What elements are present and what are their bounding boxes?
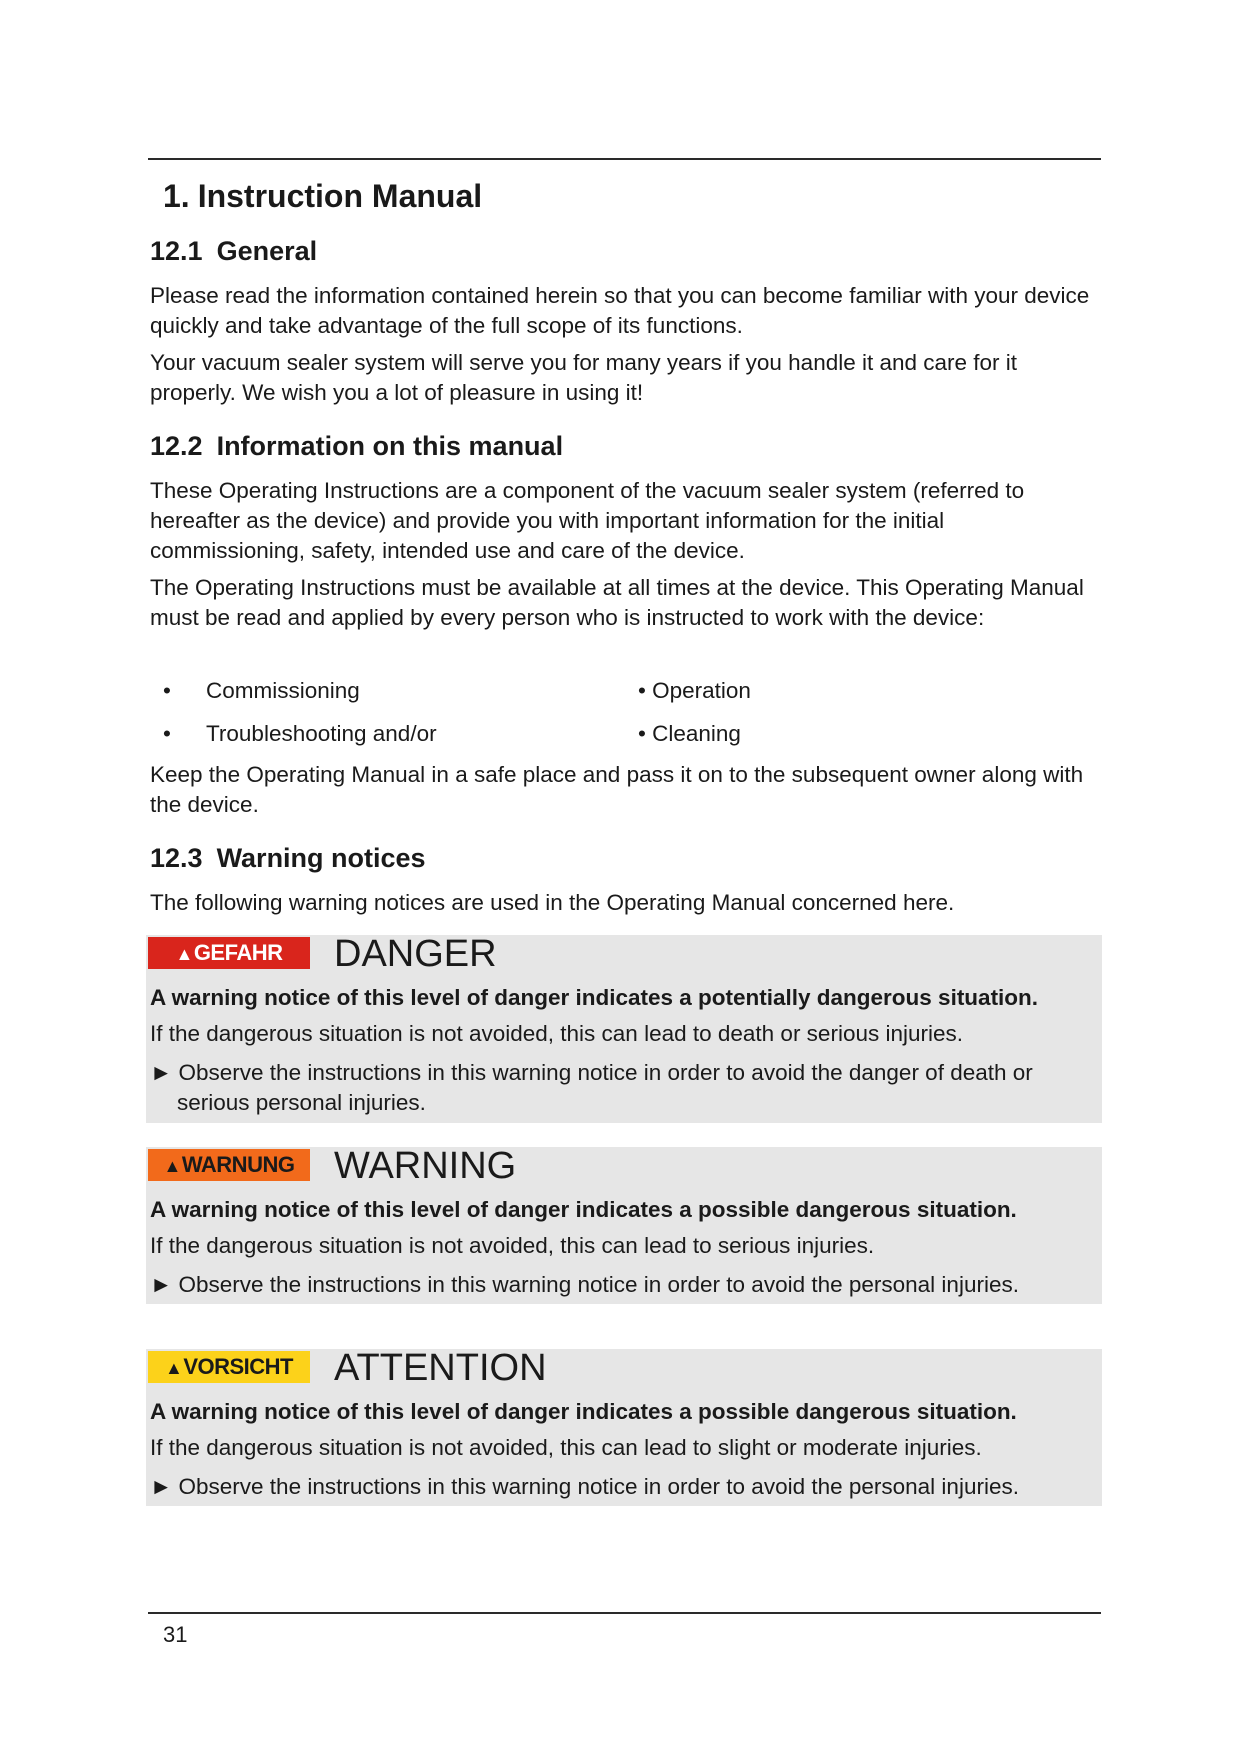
- danger-notice: [146, 935, 1102, 1123]
- paragraph: Please read the information contained herein so that you can become familiar with your device quickly and take advantage of the full scope of its functions.: [150, 283, 1090, 338]
- notice-action: ► Observe the instructions in this warning notice in order to avoid the personal injuries.: [150, 1272, 1019, 1297]
- notice-consequence: If the dangerous situation is not avoided, this can lead to serious injuries.: [150, 1233, 875, 1258]
- notice-definition: A warning notice of this level of danger indicates a potentially dangerous situation.: [150, 985, 1039, 1010]
- notice-definition: A warning notice of this level of danger indicates a possible dangerous situation.: [150, 1197, 1017, 1222]
- chapter-number: 1.: [163, 178, 190, 214]
- section-title: Warning notices: [216, 843, 426, 873]
- section-number: 12.2: [150, 431, 203, 461]
- bullet-text: • Cleaning: [638, 721, 741, 746]
- notice-title: WARNING: [334, 1145, 517, 1187]
- bullet-text: • Operation: [638, 678, 751, 703]
- bullet-text: Commissioning: [206, 678, 360, 703]
- warnung-badge: [148, 1149, 310, 1181]
- paragraph: The Operating Instructions must be available at all times at the device. This Operating Manual must be read and applied by every person who is instructed to work with the device:: [150, 575, 1084, 630]
- warning-triangle-icon: ▲: [175, 944, 193, 964]
- gefahr-badge: [148, 937, 310, 969]
- warning-triangle-icon: ▲: [163, 1156, 181, 1176]
- notice-action: ► Observe the instructions in this warning notice in order to avoid the personal injuries.: [150, 1474, 1019, 1499]
- notice-consequence: If the dangerous situation is not avoided, this can lead to slight or moderate injuries.: [150, 1435, 982, 1460]
- section-heading-general: [150, 236, 317, 267]
- header-rule: [148, 158, 1101, 160]
- attention-notice: [146, 1349, 1102, 1506]
- section-heading-warnings: [150, 843, 426, 874]
- warning-notice: [146, 1147, 1102, 1304]
- page-number: 31: [163, 1622, 188, 1647]
- section-title: General: [216, 236, 318, 266]
- bullet-symbol: •: [163, 721, 171, 746]
- section-number: 12.3: [150, 843, 203, 873]
- footer-rule: [148, 1612, 1101, 1614]
- notice-title: DANGER: [334, 933, 497, 975]
- paragraph: These Operating Instructions are a component of the vacuum sealer system (referred to hereafter as the device) and provide you with important information for the initial commissioning, safety, intended use and care of the device.: [150, 478, 1025, 563]
- badge-label: GEFAHR: [193, 940, 283, 965]
- badge-label: VORSICHT: [183, 1354, 293, 1379]
- vorsicht-badge: [148, 1351, 310, 1383]
- bullet-text: Troubleshooting and/or: [206, 721, 437, 746]
- chapter-title: Instruction Manual: [197, 178, 483, 214]
- warning-triangle-icon: ▲: [164, 1358, 183, 1378]
- notice-definition: A warning notice of this level of danger indicates a possible dangerous situation.: [150, 1399, 1017, 1424]
- chapter-heading: [163, 178, 482, 215]
- bullet-symbol: •: [163, 678, 171, 703]
- section-title: Information on this manual: [216, 431, 564, 461]
- paragraph: Your vacuum sealer system will serve you for many years if you handle it and care for it properly. We wish you a lot of pleasure in using it!: [150, 350, 1018, 405]
- section-heading-manual-info: [150, 431, 563, 462]
- badge-label: WARNUNG: [181, 1152, 295, 1177]
- notice-title: ATTENTION: [334, 1347, 547, 1389]
- paragraph: The following warning notices are used in the Operating Manual concerned here.: [150, 890, 955, 915]
- section-number: 12.1: [150, 236, 203, 266]
- notice-consequence: If the dangerous situation is not avoided, this can lead to death or serious injuries.: [150, 1021, 963, 1046]
- paragraph: Keep the Operating Manual in a safe place and pass it on to the subsequent owner along with the device.: [150, 762, 1084, 817]
- notice-action: ► Observe the instructions in this warning notice in order to avoid the danger of death or serious personal injuries.: [150, 1060, 1033, 1115]
